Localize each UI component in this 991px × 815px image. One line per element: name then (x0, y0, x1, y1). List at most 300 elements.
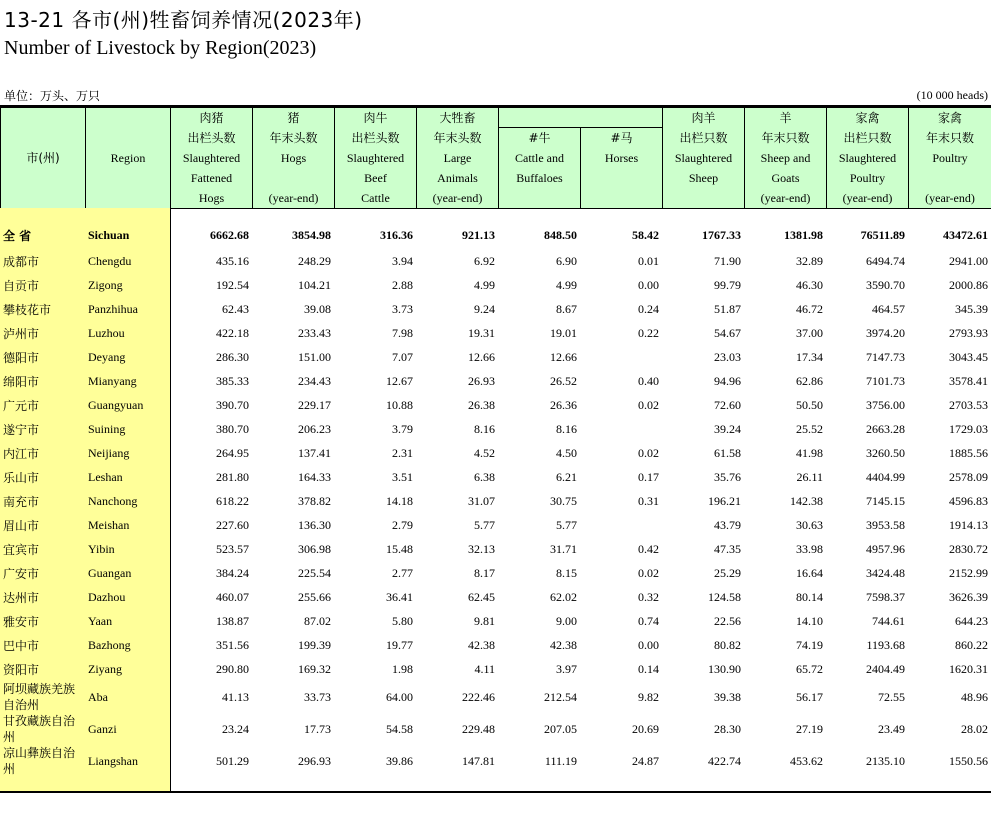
value-cell: 25.29 (714, 565, 741, 580)
value-cell: 24.87 (632, 753, 659, 768)
value-cell: 0.22 (638, 325, 659, 340)
region-name-cn: 广元市 (3, 398, 40, 413)
region-name-en: Nanchong (88, 493, 138, 508)
value-cell: 316.36 (380, 228, 413, 242)
value-cell: 2793.93 (949, 325, 988, 340)
value-cell: 227.60 (216, 517, 249, 532)
value-cell: 233.43 (298, 325, 331, 340)
table-row (0, 345, 991, 369)
value-cell: 3578.41 (949, 373, 988, 388)
region-name-cn: 眉山市 (3, 518, 40, 533)
value-cell: 27.19 (796, 721, 823, 736)
value-cell: 8.17 (474, 565, 495, 580)
value-cell: 196.21 (708, 493, 741, 508)
value-cell: 0.14 (638, 661, 659, 676)
value-cell: 30.63 (796, 517, 823, 532)
table-row (0, 489, 991, 513)
value-cell: 26.93 (468, 373, 495, 388)
region-name-en: Neijiang (88, 445, 130, 460)
value-cell: 76511.89 (860, 228, 905, 242)
value-cell: 35.76 (714, 469, 741, 484)
region-name-en: Guangan (88, 565, 132, 580)
header-sheep-goats: 羊 年末只数 Sheep and Goats (year-end) (745, 108, 827, 209)
region-name-cn: 凉山彝族自治州 (3, 746, 76, 776)
value-cell: 47.35 (714, 541, 741, 556)
region-name-cn: 绵阳市 (3, 374, 40, 389)
value-cell: 2663.28 (866, 421, 905, 436)
region-name-cn: 泸州市 (3, 326, 40, 341)
region-name-cn: 攀枝花市 (3, 302, 52, 317)
value-cell: 23.03 (714, 349, 741, 364)
value-cell: 124.58 (708, 589, 741, 604)
value-cell: 501.29 (216, 753, 249, 768)
value-cell: 384.24 (216, 565, 249, 580)
region-name-cn: 德阳市 (3, 350, 40, 365)
value-cell: 255.66 (298, 589, 331, 604)
value-cell: 43.79 (714, 517, 741, 532)
value-cell: 0.74 (638, 613, 659, 628)
value-cell: 7147.73 (866, 349, 905, 364)
table-row (0, 393, 991, 417)
value-cell: 130.90 (708, 661, 741, 676)
value-cell: 4.99 (556, 277, 577, 292)
region-name-cn: 全 省 (3, 229, 32, 243)
table-row (0, 369, 991, 393)
value-cell: 281.80 (216, 469, 249, 484)
data-table (0, 222, 991, 777)
table-row (0, 585, 991, 609)
value-cell: 3.94 (392, 253, 413, 268)
value-cell: 41.13 (222, 689, 249, 704)
value-cell: 3424.48 (866, 565, 905, 580)
value-cell: 28.02 (961, 721, 988, 736)
region-name-en: Dazhou (88, 589, 126, 604)
value-cell: 41.98 (796, 445, 823, 460)
value-cell: 3.51 (392, 469, 413, 484)
value-cell: 6.38 (474, 469, 495, 484)
table-row (0, 513, 991, 537)
value-cell: 207.05 (544, 721, 577, 736)
region-name-en: Deyang (88, 349, 126, 364)
table-row (0, 249, 991, 273)
value-cell: 225.54 (298, 565, 331, 580)
value-cell: 26.36 (550, 397, 577, 412)
value-cell: 17.73 (304, 721, 331, 736)
value-cell (580, 345, 662, 369)
table-row (0, 633, 991, 657)
value-cell: 644.23 (955, 613, 988, 628)
value-cell: 3953.58 (866, 517, 905, 532)
value-cell: 4.11 (474, 661, 495, 676)
region-name-cn: 内江市 (3, 446, 40, 461)
value-cell: 523.57 (216, 541, 249, 556)
table-row (0, 537, 991, 561)
region-name-en: Ganzi (88, 721, 117, 736)
value-cell: 138.87 (216, 613, 249, 628)
value-cell: 14.10 (796, 613, 823, 628)
value-cell: 2578.09 (949, 469, 988, 484)
header-region-en: Region (86, 108, 171, 209)
value-cell: 7101.73 (866, 373, 905, 388)
table-row (0, 273, 991, 297)
value-cell: 46.30 (796, 277, 823, 292)
value-cell: 248.29 (298, 253, 331, 268)
value-cell: 1550.56 (949, 753, 988, 768)
value-cell: 385.33 (216, 373, 249, 388)
region-name-cn: 南充市 (3, 494, 40, 509)
value-cell: 234.43 (298, 373, 331, 388)
value-cell: 26.11 (796, 469, 823, 484)
value-cell: 0.17 (638, 469, 659, 484)
value-cell: 32.13 (468, 541, 495, 556)
value-cell: 860.22 (955, 637, 988, 652)
table-row (0, 681, 991, 713)
region-name-en: Suining (88, 421, 126, 436)
value-cell: 74.19 (796, 637, 823, 652)
value-cell: 37.00 (796, 325, 823, 340)
region-name-en: Mianyang (88, 373, 137, 388)
value-cell: 25.52 (796, 421, 823, 436)
region-name-cn: 雅安市 (3, 614, 40, 629)
region-name-en: Aba (88, 689, 108, 704)
value-cell: 229.48 (462, 721, 495, 736)
region-name-en: Guangyuan (88, 397, 144, 412)
header-large-animals-subgroup (499, 108, 663, 128)
value-cell: 1620.31 (949, 661, 988, 676)
value-cell: 142.38 (790, 493, 823, 508)
value-cell: 19.01 (550, 325, 577, 340)
value-cell: 16.64 (796, 565, 823, 580)
value-cell: 7145.15 (866, 493, 905, 508)
table-row (0, 441, 991, 465)
value-cell: 80.14 (796, 589, 823, 604)
value-cell: 2135.10 (866, 753, 905, 768)
value-cell: 71.90 (714, 253, 741, 268)
value-cell: 9.82 (638, 689, 659, 704)
value-cell: 62.86 (796, 373, 823, 388)
value-cell: 921.13 (462, 228, 495, 242)
value-cell: 4.50 (556, 445, 577, 460)
value-cell: 51.87 (714, 301, 741, 316)
region-name-cn: 资阳市 (3, 662, 40, 677)
value-cell: 3.73 (392, 301, 413, 316)
region-name-en: Panzhihua (88, 301, 138, 316)
value-cell: 64.00 (386, 689, 413, 704)
value-cell (580, 417, 662, 441)
value-cell: 65.72 (796, 661, 823, 676)
header-beef-cattle: 肉牛 出栏头数 Slaughtered Beef Cattle (335, 108, 417, 209)
table-bottom-rule (0, 791, 991, 793)
value-cell: 3260.50 (866, 445, 905, 460)
value-cell: 1885.56 (949, 445, 988, 460)
value-cell: 6.90 (556, 253, 577, 268)
value-cell: 3043.45 (949, 349, 988, 364)
value-cell: 33.73 (304, 689, 331, 704)
header-cattle-buffaloes: #牛 Cattle and Buffaloes (499, 128, 581, 209)
value-cell: 46.72 (796, 301, 823, 316)
value-cell: 0.31 (638, 493, 659, 508)
value-cell: 2703.53 (949, 397, 988, 412)
value-cell: 62.02 (550, 589, 577, 604)
header-city-cn: 市(州) (1, 108, 86, 209)
value-cell: 380.70 (216, 421, 249, 436)
value-cell: 0.40 (638, 373, 659, 388)
region-name-en: Leshan (88, 469, 123, 484)
value-cell: 286.30 (216, 349, 249, 364)
header-slaughtered-hogs: 肉猪 出栏头数 Slaughtered Fattened Hogs (171, 108, 253, 209)
value-cell: 4.99 (474, 277, 495, 292)
value-cell: 54.67 (714, 325, 741, 340)
value-cell: 72.60 (714, 397, 741, 412)
value-cell: 3974.20 (866, 325, 905, 340)
value-cell: 422.18 (216, 325, 249, 340)
value-cell: 2152.99 (949, 565, 988, 580)
value-cell: 212.54 (544, 689, 577, 704)
value-cell: 56.17 (796, 689, 823, 704)
table-row (0, 465, 991, 489)
region-name-en: Meishan (88, 517, 130, 532)
value-cell: 22.56 (714, 613, 741, 628)
value-cell: 290.80 (216, 661, 249, 676)
value-cell: 151.00 (298, 349, 331, 364)
value-cell: 30.75 (550, 493, 577, 508)
value-cell: 48.96 (961, 689, 988, 704)
value-cell: 54.58 (386, 721, 413, 736)
value-cell: 104.21 (298, 277, 331, 292)
region-name-en: Bazhong (88, 637, 131, 652)
value-cell: 2000.86 (949, 277, 988, 292)
unit-label-cn: 单位：万头、万只 (4, 89, 101, 103)
value-cell: 136.30 (298, 517, 331, 532)
value-cell: 1767.33 (702, 228, 741, 242)
value-cell: 39.86 (386, 753, 413, 768)
value-cell: 12.66 (550, 349, 577, 364)
value-cell: 3756.00 (866, 397, 905, 412)
value-cell: 8.16 (556, 421, 577, 436)
value-cell: 2941.00 (949, 253, 988, 268)
header-poultry: 家禽 年末只数 Poultry (year-end) (909, 108, 991, 209)
value-cell: 2.79 (392, 517, 413, 532)
value-cell: 390.70 (216, 397, 249, 412)
value-cell: 50.50 (796, 397, 823, 412)
value-cell: 435.16 (216, 253, 249, 268)
value-cell: 1381.98 (784, 228, 823, 242)
value-cell: 61.58 (714, 445, 741, 460)
region-name-cn: 乐山市 (3, 470, 40, 485)
region-name-en: Zigong (88, 277, 123, 292)
page-title-cn: 13-21 各市(州)牲畜饲养情况(2023年) (4, 8, 363, 32)
table-row (0, 657, 991, 681)
value-cell: 2830.72 (949, 541, 988, 556)
value-cell: 39.24 (714, 421, 741, 436)
value-cell: 6.21 (556, 469, 577, 484)
value-cell: 0.02 (638, 445, 659, 460)
value-cell: 19.31 (468, 325, 495, 340)
value-cell: 2404.49 (866, 661, 905, 676)
value-cell: 17.34 (796, 349, 823, 364)
value-cell: 62.43 (222, 301, 249, 316)
value-cell: 99.79 (714, 277, 741, 292)
value-cell (580, 513, 662, 537)
value-cell: 7598.37 (866, 589, 905, 604)
value-cell: 378.82 (298, 493, 331, 508)
value-cell: 0.00 (638, 637, 659, 652)
table-row (0, 297, 991, 321)
unit-label-en: (10 000 heads) (916, 88, 988, 102)
value-cell: 0.01 (638, 253, 659, 268)
region-name-en: Yaan (88, 613, 113, 628)
value-cell: 9.81 (474, 613, 495, 628)
header-hogs: 猪 年末头数 Hogs (year-end) (253, 108, 335, 209)
value-cell: 7.07 (392, 349, 413, 364)
value-cell: 422.74 (708, 753, 741, 768)
value-cell: 6662.68 (210, 228, 249, 242)
header-large-animals: 大牲畜 年末头数 Large Animals (year-end) (417, 108, 499, 209)
value-cell: 12.67 (386, 373, 413, 388)
value-cell: 351.56 (216, 637, 249, 652)
value-cell: 169.32 (298, 661, 331, 676)
value-cell: 23.24 (222, 721, 249, 736)
table-header (0, 107, 991, 209)
value-cell: 0.02 (638, 397, 659, 412)
header-slaughtered-sheep: 肉羊 出栏只数 Slaughtered Sheep (663, 108, 745, 209)
header-horses: #马 Horses (581, 128, 663, 209)
table-row (0, 321, 991, 345)
value-cell: 5.80 (392, 613, 413, 628)
value-cell: 58.42 (632, 228, 659, 242)
value-cell: 0.32 (638, 589, 659, 604)
region-name-en: Ziyang (88, 661, 122, 676)
region-name-cn: 阿坝藏族羌族自治州 (3, 682, 76, 712)
value-cell: 8.15 (556, 565, 577, 580)
value-cell: 460.07 (216, 589, 249, 604)
value-cell: 147.81 (462, 753, 495, 768)
value-cell: 15.48 (386, 541, 413, 556)
value-cell: 0.42 (638, 541, 659, 556)
value-cell: 264.95 (216, 445, 249, 460)
value-cell: 43472.61 (943, 228, 988, 242)
value-cell: 4596.83 (949, 493, 988, 508)
value-cell: 3.97 (556, 661, 577, 676)
value-cell: 20.69 (632, 721, 659, 736)
table-row (0, 417, 991, 441)
value-cell: 6.92 (474, 253, 495, 268)
value-cell: 199.39 (298, 637, 331, 652)
table-row (0, 222, 991, 249)
region-name-cn: 甘孜藏族自治州 (3, 714, 76, 744)
value-cell: 3626.39 (949, 589, 988, 604)
value-cell: 345.39 (955, 301, 988, 316)
value-cell: 0.00 (638, 277, 659, 292)
value-cell: 453.62 (790, 753, 823, 768)
value-cell: 2.31 (392, 445, 413, 460)
value-cell: 744.61 (872, 613, 905, 628)
region-name-en: Chengdu (88, 253, 132, 268)
value-cell: 12.66 (468, 349, 495, 364)
value-cell: 8.67 (556, 301, 577, 316)
value-cell: 4404.99 (866, 469, 905, 484)
value-cell: 0.02 (638, 565, 659, 580)
value-cell: 32.89 (796, 253, 823, 268)
value-cell: 9.00 (556, 613, 577, 628)
value-cell: 4.52 (474, 445, 495, 460)
region-name-en: Yibin (88, 541, 115, 556)
value-cell: 6494.74 (866, 253, 905, 268)
table-row (0, 609, 991, 633)
value-cell: 5.77 (556, 517, 577, 532)
page-title-en: Number of Livestock by Region(2023) (4, 37, 317, 59)
value-cell: 229.17 (298, 397, 331, 412)
value-cell: 62.45 (468, 589, 495, 604)
value-cell: 206.23 (298, 421, 331, 436)
value-cell: 3854.98 (292, 228, 331, 242)
value-cell: 39.38 (714, 689, 741, 704)
value-cell: 464.57 (872, 301, 905, 316)
value-cell: 39.08 (304, 301, 331, 316)
value-cell: 2.88 (392, 277, 413, 292)
value-cell: 42.38 (550, 637, 577, 652)
header-slaughtered-poultry: 家禽 出栏只数 Slaughtered Poultry (year-end) (827, 108, 909, 209)
region-name-cn: 达州市 (3, 590, 40, 605)
value-cell: 87.02 (304, 613, 331, 628)
region-name-cn: 自贡市 (3, 278, 40, 293)
value-cell: 0.24 (638, 301, 659, 316)
value-cell: 28.30 (714, 721, 741, 736)
value-cell: 31.07 (468, 493, 495, 508)
value-cell: 164.33 (298, 469, 331, 484)
region-name-cn: 宜宾市 (3, 542, 40, 557)
value-cell: 192.54 (216, 277, 249, 292)
value-cell: 33.98 (796, 541, 823, 556)
region-name-en: Liangshan (88, 753, 138, 768)
value-cell: 7.98 (392, 325, 413, 340)
value-cell: 137.41 (298, 445, 331, 460)
value-cell: 296.93 (298, 753, 331, 768)
value-cell: 618.22 (216, 493, 249, 508)
value-cell: 5.77 (474, 517, 495, 532)
region-name-en: Luzhou (88, 325, 125, 340)
value-cell: 94.96 (714, 373, 741, 388)
value-cell: 8.16 (474, 421, 495, 436)
value-cell: 31.71 (550, 541, 577, 556)
value-cell: 14.18 (386, 493, 413, 508)
value-cell: 1.98 (392, 661, 413, 676)
value-cell: 19.77 (386, 637, 413, 652)
table-row (0, 745, 991, 777)
region-name-cn: 遂宁市 (3, 422, 40, 437)
value-cell: 42.38 (468, 637, 495, 652)
value-cell: 2.77 (392, 565, 413, 580)
value-cell: 306.98 (298, 541, 331, 556)
value-cell: 1914.13 (949, 517, 988, 532)
table-row (0, 561, 991, 585)
table-row (0, 713, 991, 745)
value-cell: 26.38 (468, 397, 495, 412)
value-cell: 9.24 (474, 301, 495, 316)
region-name-en: Sichuan (88, 228, 130, 242)
region-name-cn: 广安市 (3, 566, 40, 581)
value-cell: 26.52 (550, 373, 577, 388)
value-cell: 3.79 (392, 421, 413, 436)
value-cell: 80.82 (714, 637, 741, 652)
value-cell: 10.88 (386, 397, 413, 412)
value-cell: 1193.68 (866, 637, 905, 652)
region-name-cn: 巴中市 (3, 638, 40, 653)
region-name-cn: 成都市 (3, 254, 40, 269)
value-cell: 111.19 (544, 753, 577, 768)
value-cell: 4957.96 (866, 541, 905, 556)
value-cell: 36.41 (386, 589, 413, 604)
